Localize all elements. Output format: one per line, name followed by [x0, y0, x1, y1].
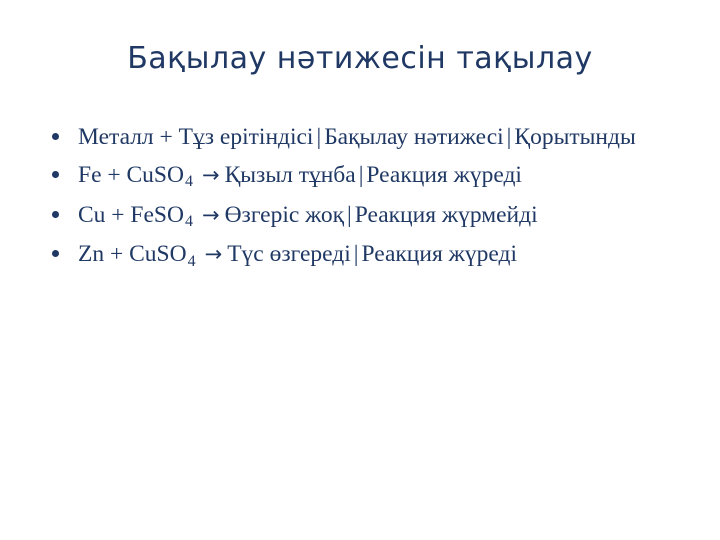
reaction-observation: Түс өзгереді: [227, 241, 351, 268]
page-title: Бақылау нәтижесін тақылау: [127, 41, 593, 76]
bullet-dot-icon: [52, 211, 59, 218]
bullet-dot-icon: [52, 250, 59, 257]
separator-pipe: |: [316, 124, 322, 150]
bullet-dot-icon: [52, 171, 59, 178]
reaction-formula: Zn + CuSO: [78, 241, 187, 268]
reaction-formula: Fe + CuSO: [78, 162, 184, 189]
arrow-icon: →: [201, 163, 220, 188]
list-item: [30, 122, 690, 153]
arrow-icon: →: [204, 242, 223, 267]
column-label-observation: Бақылау нәтижесі: [324, 124, 504, 150]
formula-subscript: 4: [184, 213, 193, 231]
formula-subscript: 4: [184, 173, 193, 191]
reaction-row-zn: [78, 241, 517, 270]
bullet-list: [30, 122, 690, 279]
bullet-dot-icon: [52, 133, 59, 140]
bullet-text-header: [78, 124, 636, 150]
formula-subscript: 4: [187, 252, 196, 270]
reaction-row-fe: [78, 162, 522, 191]
separator-pipe: |: [347, 201, 352, 228]
column-label-reagents: Металл + Тұз ерітіндісі: [78, 124, 314, 150]
reaction-conclusion: Реакция жүреді: [366, 162, 522, 189]
reaction-observation: Өзгеріс жоқ: [224, 201, 344, 228]
separator-pipe: |: [353, 241, 359, 268]
list-item: [30, 160, 690, 193]
arrow-icon: →: [201, 202, 220, 227]
list-item: [30, 200, 690, 233]
reaction-conclusion: Реакция жүрмейді: [354, 201, 538, 228]
reaction-observation: Қызыл тұнба: [224, 162, 356, 189]
separator-pipe: |: [358, 162, 364, 189]
list-item: [30, 239, 690, 272]
reaction-conclusion: Реакция жүреді: [361, 241, 517, 268]
reaction-formula: Cu + FeSO: [78, 201, 184, 228]
reaction-row-cu: [78, 201, 538, 231]
separator-pipe: |: [506, 124, 512, 150]
column-label-conclusion: Қорытынды: [514, 124, 636, 150]
